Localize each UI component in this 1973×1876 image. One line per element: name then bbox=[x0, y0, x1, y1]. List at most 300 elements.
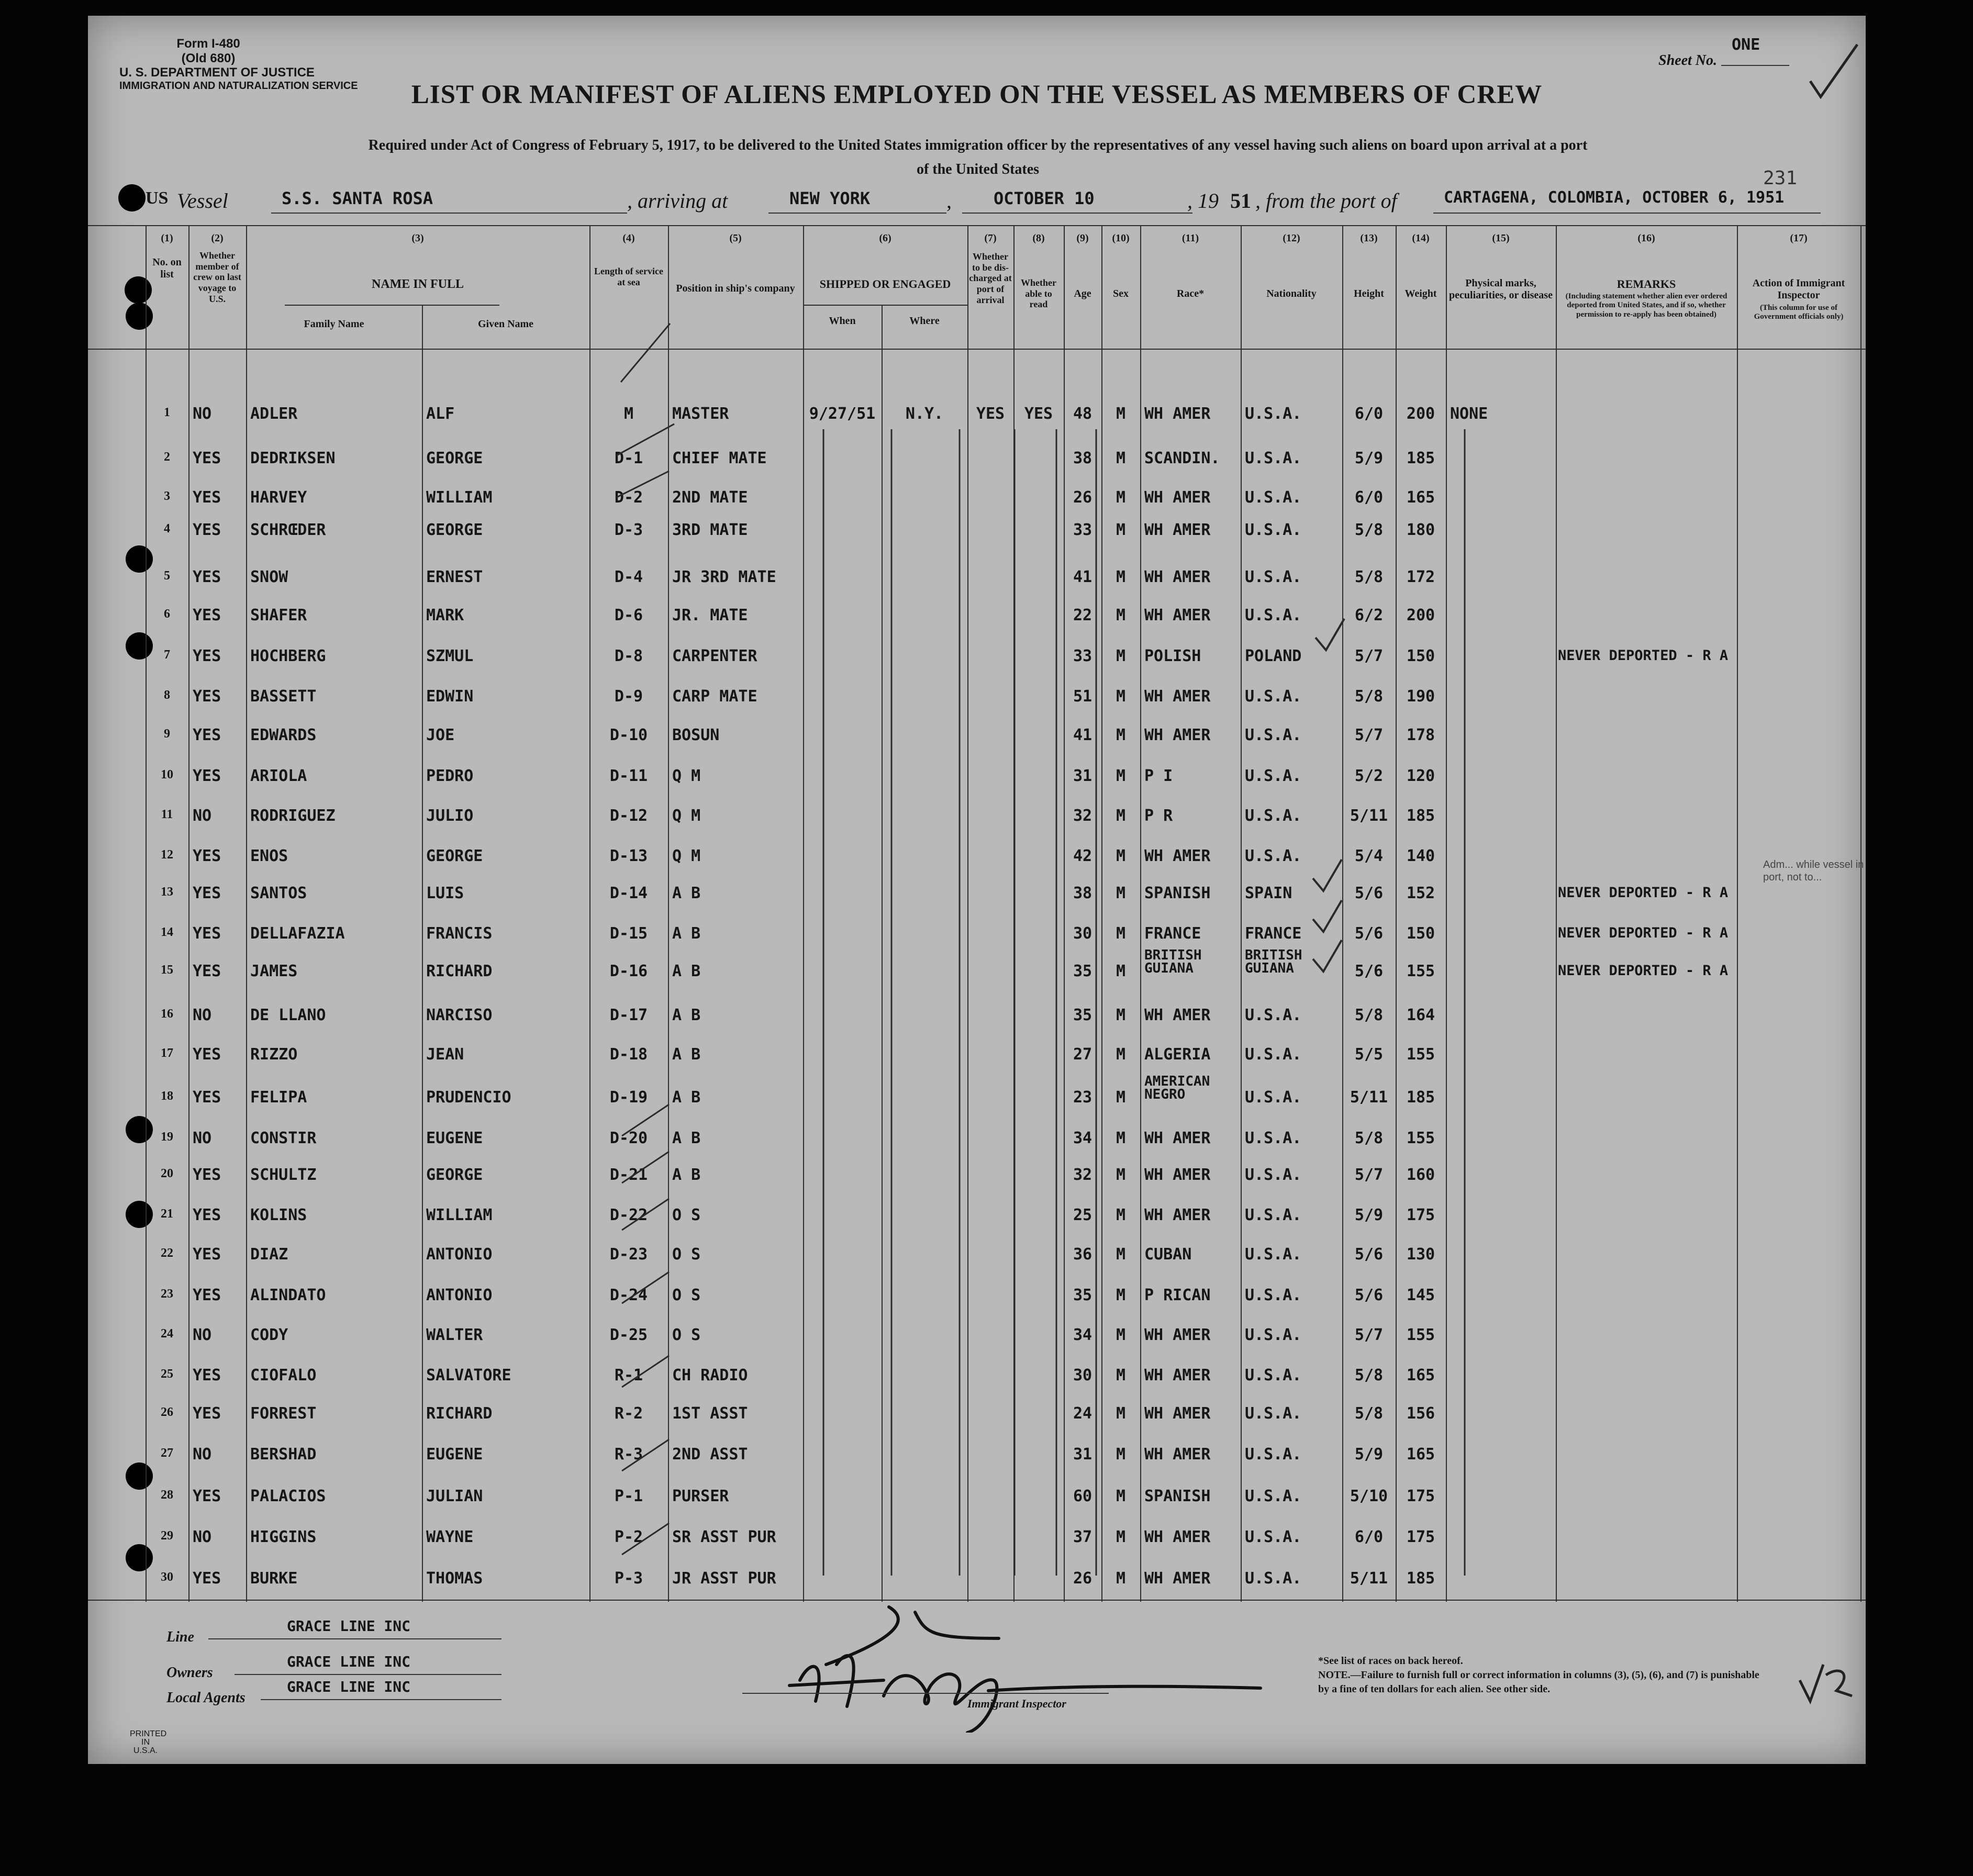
cell-weight: 165 bbox=[1406, 1366, 1435, 1384]
cell-member: NO bbox=[193, 1528, 212, 1546]
cell-position: A B bbox=[672, 1006, 701, 1024]
cell-no: 19 bbox=[161, 1130, 173, 1144]
cell-sex: M bbox=[1116, 687, 1126, 706]
cell-given: NARCISO bbox=[426, 1006, 493, 1024]
cell-nationality: U.S.A. bbox=[1245, 1245, 1302, 1264]
column-number: (17) bbox=[1790, 232, 1808, 244]
pencil-stroke bbox=[617, 471, 669, 497]
cell-member: NO bbox=[193, 405, 212, 423]
cell-weight: 164 bbox=[1406, 1006, 1435, 1024]
cell-family: EDWARDS bbox=[250, 726, 317, 744]
cell-height: 5/8 bbox=[1354, 1366, 1384, 1384]
cell-sex: M bbox=[1116, 1286, 1126, 1304]
cell-age: 41 bbox=[1073, 726, 1093, 744]
cell-member: YES bbox=[193, 884, 221, 902]
vessel-label: Vessel bbox=[177, 189, 228, 213]
cell-weight: 175 bbox=[1406, 1206, 1435, 1224]
cell-sex: M bbox=[1116, 807, 1126, 825]
column-number: (12) bbox=[1283, 232, 1300, 244]
cell-race: ALGERIA bbox=[1144, 1045, 1211, 1064]
cell-member: NO bbox=[193, 1006, 212, 1024]
page-title: LIST OR MANIFEST OF ALIENS EMPLOYED ON THE VESSEL AS MEMBERS OF CREW bbox=[411, 80, 1543, 109]
cell-given: WALTER bbox=[426, 1326, 483, 1344]
cell-nationality: U.S.A. bbox=[1245, 847, 1302, 865]
cell-sex: M bbox=[1116, 405, 1126, 423]
stamp-note: Adm... while vessel in port, not to... bbox=[1763, 859, 1864, 883]
cell-length: D-23 bbox=[609, 1245, 648, 1264]
cell-remarks: NEVER DEPORTED - R A bbox=[1558, 925, 1729, 941]
pencil-stroke bbox=[622, 1272, 669, 1303]
cell-nationality: U.S.A. bbox=[1245, 1569, 1302, 1588]
line-label: Line bbox=[166, 1629, 194, 1645]
cell-given: JULIO bbox=[426, 807, 474, 825]
cell-given: ANTONIO bbox=[426, 1245, 493, 1264]
header-position: Position in ship's company bbox=[676, 283, 795, 294]
column-number: (16) bbox=[1637, 232, 1655, 244]
cell-race: WH AMER bbox=[1144, 847, 1211, 865]
cell-race: SCANDIN. bbox=[1144, 449, 1220, 467]
cell-race: WH AMER bbox=[1144, 1129, 1211, 1147]
cell-race: WH AMER bbox=[1144, 1366, 1211, 1384]
cell-length: D-18 bbox=[609, 1045, 648, 1064]
cell-member: YES bbox=[193, 1366, 221, 1384]
cell-weight: 150 bbox=[1406, 924, 1435, 943]
cell-age: 48 bbox=[1073, 405, 1093, 423]
check-mark-icon bbox=[1316, 619, 1344, 650]
cell-given: ALF bbox=[426, 405, 455, 423]
arriving-label: , arriving at bbox=[627, 189, 728, 213]
cell-member: YES bbox=[193, 449, 221, 467]
cell-no: 1 bbox=[164, 406, 170, 419]
voyage-mark: US bbox=[146, 188, 169, 208]
cell-given: JOE bbox=[426, 726, 455, 744]
cell-weight: 200 bbox=[1406, 405, 1435, 423]
cell-height: 5/9 bbox=[1354, 1445, 1384, 1464]
cell-age: 31 bbox=[1073, 767, 1093, 785]
cell-member: YES bbox=[193, 521, 221, 539]
cell-age: 33 bbox=[1073, 647, 1093, 665]
column-number: (11) bbox=[1181, 232, 1199, 244]
column-number: (9) bbox=[1076, 232, 1089, 244]
cell-age: 22 bbox=[1073, 606, 1093, 624]
cell-nationality: U.S.A. bbox=[1245, 606, 1302, 624]
cell-height: 5/8 bbox=[1354, 1404, 1384, 1423]
cell-length: P-3 bbox=[614, 1569, 643, 1588]
cell-weight: 152 bbox=[1406, 884, 1435, 902]
year-prefix: , 19 bbox=[1187, 189, 1219, 213]
cell-sex: M bbox=[1116, 962, 1126, 980]
cell-nationality: U.S.A. bbox=[1245, 568, 1302, 586]
cell-length: D-14 bbox=[609, 884, 648, 902]
cell-member: YES bbox=[193, 1206, 221, 1224]
cell-position: 2ND MATE bbox=[672, 488, 748, 507]
cell-position: O S bbox=[672, 1326, 701, 1344]
cell-length: M bbox=[623, 405, 634, 423]
cell-no: 14 bbox=[161, 925, 173, 939]
subtitle-line-1: Required under Act of Congress of February 5, 1917, to be delivered to the United States immigration officer by the representatives of any vessel having such aliens on board upon arrival at a port bbox=[368, 137, 1588, 153]
cell-height: 5/8 bbox=[1354, 687, 1384, 706]
cell-race: WH AMER bbox=[1144, 1326, 1211, 1344]
cell-no: 2 bbox=[164, 450, 170, 464]
cell-sex: M bbox=[1116, 1166, 1126, 1184]
header-physical: Physical marks, peculiarities, or disease bbox=[1449, 277, 1553, 301]
column-number: (6) bbox=[879, 232, 891, 244]
cell-given: GEORGE bbox=[426, 449, 483, 467]
cell-height: 5/7 bbox=[1354, 647, 1384, 665]
header-shipped-engaged: SHIPPED OR ENGAGED bbox=[819, 277, 951, 291]
cell-age: 31 bbox=[1073, 1445, 1093, 1464]
cell-race: WH AMER bbox=[1144, 606, 1211, 624]
check-mark-icon bbox=[1313, 900, 1342, 932]
pencil-stroke bbox=[622, 1523, 669, 1555]
cell-sex: M bbox=[1116, 1045, 1126, 1064]
cell-position: A B bbox=[672, 1166, 701, 1184]
check-mark-icon bbox=[1313, 940, 1342, 972]
cell-length: D-10 bbox=[609, 726, 648, 744]
header-sex: Sex bbox=[1113, 288, 1129, 299]
cell-member: YES bbox=[193, 1166, 221, 1184]
header-given-name: Given Name bbox=[477, 318, 534, 330]
cell-height: 5/6 bbox=[1354, 884, 1384, 902]
cell-remarks: NEVER DEPORTED - R A bbox=[1558, 647, 1729, 664]
cell-position: Q M bbox=[672, 767, 701, 785]
cell-age: 25 bbox=[1073, 1206, 1093, 1224]
cell-age: 38 bbox=[1073, 449, 1093, 467]
cell-family: SCHRŒDER bbox=[250, 521, 326, 539]
cell-race: WH AMER bbox=[1144, 1166, 1211, 1184]
cell-height: 5/7 bbox=[1354, 1326, 1384, 1344]
header-discharged: Whether to be dis-charged at port of arrival bbox=[969, 251, 1012, 305]
cell-height: 5/11 bbox=[1350, 1569, 1388, 1588]
cell-no: 27 bbox=[161, 1446, 173, 1460]
cell-sex: M bbox=[1116, 847, 1126, 865]
cell-member: YES bbox=[193, 488, 221, 507]
cell-position: O S bbox=[672, 1245, 701, 1264]
cell-family: SHAFER bbox=[250, 606, 307, 624]
race-note: *See list of races on back hereof. bbox=[1318, 1655, 1463, 1667]
vessel-name: S.S. SANTA ROSA bbox=[282, 188, 433, 208]
cell-position: A B bbox=[672, 884, 701, 902]
header-when: When bbox=[829, 315, 856, 327]
cell-length: P-2 bbox=[614, 1528, 643, 1546]
cell-nationality: U.S.A. bbox=[1245, 1206, 1302, 1224]
cell-length: D-4 bbox=[614, 568, 643, 586]
cell-weight: 185 bbox=[1406, 1088, 1435, 1107]
cell-nationality: FRANCE bbox=[1245, 924, 1302, 943]
cell-position: 1ST ASST bbox=[672, 1404, 748, 1423]
cell-family: KOLINS bbox=[250, 1206, 307, 1224]
cell-weight: 120 bbox=[1406, 767, 1435, 785]
cell-height: 5/6 bbox=[1354, 924, 1384, 943]
cell-race: P R bbox=[1144, 807, 1173, 825]
cell-family: FORREST bbox=[250, 1404, 317, 1423]
departure-port: CARTAGENA, COLOMBIA, OCTOBER 6, 1951 bbox=[1444, 188, 1785, 207]
cell-no: 29 bbox=[161, 1529, 173, 1543]
pencil-stroke bbox=[622, 1199, 669, 1230]
cell-family: DELLAFAZIA bbox=[250, 924, 345, 943]
cell-no: 18 bbox=[161, 1089, 173, 1103]
cell-no: 25 bbox=[161, 1367, 173, 1381]
cell-length: R-3 bbox=[614, 1445, 643, 1464]
cell-family: RODRIGUEZ bbox=[250, 807, 336, 825]
arrival-date: OCTOBER 10 bbox=[994, 188, 1095, 208]
cell-age: 60 bbox=[1073, 1487, 1093, 1505]
column-number: (15) bbox=[1492, 232, 1510, 244]
cell-position: JR. MATE bbox=[672, 606, 748, 624]
cell-weight: 175 bbox=[1406, 1487, 1435, 1505]
cell-race: BRITISH GUIANA bbox=[1144, 947, 1202, 976]
cell-family: SNOW bbox=[250, 568, 288, 586]
cell-length: D-19 bbox=[609, 1088, 648, 1107]
cell-race: WH AMER bbox=[1144, 726, 1211, 744]
cell-no: 30 bbox=[161, 1570, 173, 1584]
cell-age: 24 bbox=[1073, 1404, 1093, 1423]
cell-position: 2ND ASST bbox=[672, 1445, 748, 1464]
cell-age: 35 bbox=[1073, 962, 1093, 980]
cell-height: 5/8 bbox=[1354, 521, 1384, 539]
cell-age: 32 bbox=[1073, 1166, 1093, 1184]
cell-nationality: U.S.A. bbox=[1245, 1445, 1302, 1464]
cell-sex: M bbox=[1116, 1006, 1126, 1024]
cell-member: YES bbox=[193, 1286, 221, 1304]
cell-nationality: U.S.A. bbox=[1245, 726, 1302, 744]
sheet-number: ONE bbox=[1732, 36, 1760, 54]
cell-no: 10 bbox=[161, 768, 173, 781]
cell-weight: 175 bbox=[1406, 1528, 1435, 1546]
cell-given: RICHARD bbox=[426, 962, 493, 980]
cell-family: ADLER bbox=[250, 405, 298, 423]
punch-hole bbox=[118, 184, 146, 211]
pencil-stroke bbox=[621, 323, 670, 382]
cell-nationality: POLAND bbox=[1245, 647, 1302, 665]
cell-weight: 130 bbox=[1406, 1245, 1435, 1264]
cell-weight: 185 bbox=[1406, 807, 1435, 825]
pencil-stroke bbox=[622, 1104, 669, 1136]
cell-sex: M bbox=[1116, 1569, 1126, 1588]
cell-race: WH AMER bbox=[1144, 1006, 1211, 1024]
cell-race: SPANISH bbox=[1144, 1487, 1211, 1505]
cell-age: 51 bbox=[1073, 687, 1093, 706]
cell-weight: 156 bbox=[1406, 1404, 1435, 1423]
department: U. S. DEPARTMENT OF JUSTICE bbox=[119, 65, 315, 80]
cell-length: D-13 bbox=[609, 847, 648, 865]
header-nationality: Nationality bbox=[1266, 288, 1317, 299]
cell-length: D-6 bbox=[614, 606, 643, 624]
inspector-label: Immigrant Inspector bbox=[967, 1697, 1066, 1710]
cell-height: 6/0 bbox=[1354, 405, 1384, 423]
corner-check-icon bbox=[1794, 1659, 1857, 1706]
cell-given: WAYNE bbox=[426, 1528, 474, 1546]
cell-given: GEORGE bbox=[426, 847, 483, 865]
cell-no: 15 bbox=[161, 963, 173, 977]
cell-sex: M bbox=[1116, 1206, 1126, 1224]
cell-member: YES bbox=[193, 962, 221, 980]
cell-sex: M bbox=[1116, 1445, 1126, 1464]
cell-sex: M bbox=[1116, 1129, 1126, 1147]
cell-given: PRUDENCIO bbox=[426, 1088, 511, 1107]
cell-weight: 155 bbox=[1406, 962, 1435, 980]
cell-sex: M bbox=[1116, 884, 1126, 902]
cell-length: D-1 bbox=[614, 449, 643, 467]
cell-sex: M bbox=[1116, 1487, 1126, 1505]
cell-nationality: U.S.A. bbox=[1245, 1166, 1302, 1184]
cell-position: SR ASST PUR bbox=[672, 1528, 776, 1546]
cell-remarks: NEVER DEPORTED - R A bbox=[1558, 885, 1729, 901]
line-value: GRACE LINE INC bbox=[287, 1617, 411, 1635]
cell-member: YES bbox=[193, 568, 221, 586]
cell-age: 35 bbox=[1073, 1286, 1093, 1304]
cell-weight: 160 bbox=[1406, 1166, 1435, 1184]
check-mark-icon bbox=[1313, 859, 1342, 891]
cell-member: YES bbox=[193, 1045, 221, 1064]
cell-length: D-25 bbox=[609, 1326, 648, 1344]
cell-member: YES bbox=[193, 767, 221, 785]
cell-position: CARP MATE bbox=[672, 687, 757, 706]
year-suffix: 51 bbox=[1230, 189, 1251, 213]
cell-no: 8 bbox=[164, 688, 170, 702]
cell-no: 13 bbox=[161, 885, 173, 899]
cell-given: EDWIN bbox=[426, 687, 474, 706]
cell-nationality: U.S.A. bbox=[1245, 1088, 1302, 1107]
cell-sex: M bbox=[1116, 924, 1126, 943]
column-number: (3) bbox=[411, 232, 424, 244]
cell-height: 5/8 bbox=[1354, 1006, 1384, 1024]
header-able-read: Whether able to read bbox=[1021, 277, 1056, 310]
cell-position: 3RD MATE bbox=[672, 521, 748, 539]
cell-given: LUIS bbox=[426, 884, 464, 902]
cell-length: R-1 bbox=[614, 1366, 643, 1384]
inspector-signature bbox=[758, 1602, 1271, 1733]
cell-family: ALINDATO bbox=[250, 1286, 326, 1304]
cell-member: YES bbox=[193, 1569, 221, 1588]
cell-weight: 185 bbox=[1406, 449, 1435, 467]
annotation-layer bbox=[88, 225, 1866, 1602]
cell-height: 6/0 bbox=[1354, 1528, 1384, 1546]
cell-no: 20 bbox=[161, 1167, 173, 1180]
cell-given: MARK bbox=[426, 606, 464, 624]
service: IMMIGRATION AND NATURALIZATION SERVICE bbox=[119, 80, 358, 92]
cell-height: 5/6 bbox=[1354, 1286, 1384, 1304]
cell-nationality: U.S.A. bbox=[1245, 1528, 1302, 1546]
cell-family: SCHULTZ bbox=[250, 1166, 317, 1184]
cell-height: 5/4 bbox=[1354, 847, 1384, 865]
cell-no: 7 bbox=[164, 648, 170, 662]
cell-age: 35 bbox=[1073, 1006, 1093, 1024]
cell-given: RICHARD bbox=[426, 1404, 493, 1423]
cell-family: HIGGINS bbox=[250, 1528, 317, 1546]
cell-length: D-12 bbox=[609, 807, 648, 825]
column-number: (13) bbox=[1360, 232, 1378, 244]
cell-given: FRANCIS bbox=[426, 924, 493, 943]
cell-position: A B bbox=[672, 924, 701, 943]
cell-race: POLISH bbox=[1144, 647, 1201, 665]
cell-member: NO bbox=[193, 1445, 212, 1464]
cell-race: CUBAN bbox=[1144, 1245, 1192, 1264]
cell-position: MASTER bbox=[672, 405, 729, 423]
cell-height: 5/6 bbox=[1354, 1245, 1384, 1264]
cell-no: 23 bbox=[161, 1287, 173, 1301]
cell-sex: M bbox=[1116, 1245, 1126, 1264]
header-age: Age bbox=[1074, 288, 1091, 299]
cell-family: DEDRIKSEN bbox=[250, 449, 336, 467]
cell-family: ARIOLA bbox=[250, 767, 307, 785]
cell-family: CONSTIR bbox=[250, 1129, 317, 1147]
cell-sex: M bbox=[1116, 767, 1126, 785]
cell-weight: 155 bbox=[1406, 1129, 1435, 1147]
header-action: Action of Immigrant Inspector bbox=[1752, 277, 1845, 301]
cell-no: 6 bbox=[164, 607, 170, 621]
cell-length: P-1 bbox=[614, 1487, 643, 1505]
cell-family: HARVEY bbox=[250, 488, 307, 507]
cell-where: N.Y. bbox=[905, 405, 944, 423]
cell-given: ANTONIO bbox=[426, 1286, 493, 1304]
cell-position: JR ASST PUR bbox=[672, 1569, 776, 1588]
cell-race: WH AMER bbox=[1144, 687, 1211, 706]
cell-given: PEDRO bbox=[426, 767, 474, 785]
header-family-name: Family Name bbox=[304, 318, 364, 330]
cell-nationality: U.S.A. bbox=[1245, 1129, 1302, 1147]
underline bbox=[208, 1638, 501, 1639]
cell-length: D-3 bbox=[614, 521, 643, 539]
cell-length: D-20 bbox=[609, 1129, 648, 1147]
underline bbox=[962, 213, 1192, 214]
column-number: (1) bbox=[161, 232, 173, 244]
cell-member: YES bbox=[193, 847, 221, 865]
sheet-underline bbox=[1721, 65, 1789, 66]
cell-family: BURKE bbox=[250, 1569, 298, 1588]
cell-family: BERSHAD bbox=[250, 1445, 317, 1464]
voyage-line: US Vessel S.S. SANTA ROSA , arriving at NEW YORK , OCTOBER 10 , 19 51 , from the port of CARTAGENA, COLOMBIA, OCTOBER 6, 1951 bbox=[146, 188, 1821, 220]
cell-family: FELIPA bbox=[250, 1088, 307, 1107]
cell-sex: M bbox=[1116, 1326, 1126, 1344]
cell-family: BASSETT bbox=[250, 687, 317, 706]
cell-race: FRANCE bbox=[1144, 924, 1201, 943]
owners-label: Owners bbox=[166, 1665, 213, 1681]
header-remarks: REMARKS bbox=[1617, 277, 1676, 291]
cell-sex: M bbox=[1116, 1528, 1126, 1546]
subtitle-line-2: of the United States bbox=[916, 161, 1040, 177]
cell-height: 5/9 bbox=[1354, 1206, 1384, 1224]
column-number: (7) bbox=[984, 232, 997, 244]
cell-given: SALVATORE bbox=[426, 1366, 511, 1384]
cell-race: WH AMER bbox=[1144, 1445, 1211, 1464]
cell-position: PURSER bbox=[672, 1487, 729, 1505]
cell-length: D-15 bbox=[609, 924, 648, 943]
cell-height: 5/7 bbox=[1354, 726, 1384, 744]
cell-height: 5/11 bbox=[1350, 1088, 1388, 1107]
cell-position: A B bbox=[672, 1129, 701, 1147]
cell-member: YES bbox=[193, 1088, 221, 1107]
cell-no: 28 bbox=[161, 1488, 173, 1502]
cell-member: YES bbox=[193, 1245, 221, 1264]
owners-value: GRACE LINE INC bbox=[287, 1653, 411, 1670]
cell-age: 34 bbox=[1073, 1326, 1093, 1344]
underline bbox=[1433, 213, 1821, 214]
cell-nationality: U.S.A. bbox=[1245, 488, 1302, 507]
cell-sex: M bbox=[1116, 488, 1126, 507]
cell-nationality: U.S.A. bbox=[1245, 1006, 1302, 1024]
cell-position: JR 3RD MATE bbox=[672, 568, 776, 586]
cell-position: A B bbox=[672, 962, 701, 980]
footer-note bbox=[1318, 1654, 1763, 1696]
cell-sex: M bbox=[1116, 568, 1126, 586]
header-where: Where bbox=[909, 315, 940, 327]
cell-weight: 150 bbox=[1406, 647, 1435, 665]
cell-physical: NONE bbox=[1450, 405, 1488, 423]
underline bbox=[271, 213, 627, 214]
cell-nationality: U.S.A. bbox=[1245, 1404, 1302, 1423]
cell-sex: M bbox=[1116, 606, 1126, 624]
